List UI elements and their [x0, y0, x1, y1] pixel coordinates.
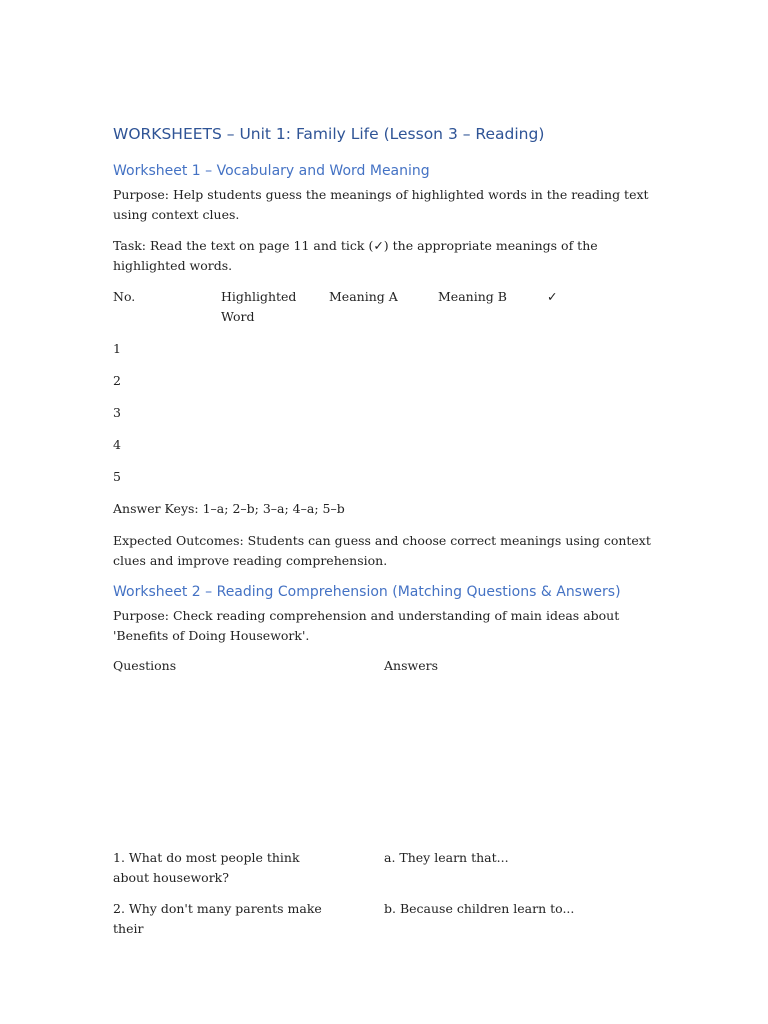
worksheet-1-purpose: Purpose: Help students guess the meanings of highlighted words in the reading text using context clues.	[113, 187, 649, 222]
answer-keys: Answer Keys: 1–a; 2–b; 3–a; 4–a; 5–b	[113, 501, 345, 516]
table-header-check: ✓	[547, 289, 558, 304]
table-row-number: 5	[113, 469, 121, 484]
document-page	[113, 0, 658, 1024]
table-row-number: 1	[113, 341, 121, 356]
worksheet-2-purpose: Purpose: Check reading comprehension and understanding of main ideas about 'Benefits of Doing Housework'.	[113, 608, 620, 643]
table-row-number: 2	[113, 373, 121, 388]
table-row-number: 3	[113, 405, 121, 420]
table-header-meaning-a: Meaning A	[329, 289, 398, 304]
worksheet-1-heading: Worksheet 1 – Vocabulary and Word Meaning	[113, 163, 430, 179]
worksheet-2-heading: Worksheet 2 – Reading Comprehension (Matching Questions & Answers)	[113, 584, 621, 600]
table-header-highlighted-word: Highlighted Word	[221, 289, 297, 324]
table-row-answer: b. Because children learn to...	[384, 901, 575, 916]
table-row-question: 2. Why don't many parents make their	[113, 901, 322, 936]
table-header-answers: Answers	[384, 658, 438, 673]
document-title: WORKSHEETS – Unit 1: Family Life (Lesson 3 – Reading)	[113, 125, 545, 143]
expected-outcomes: Expected Outcomes: Students can guess and choose correct meanings using context clues and improve reading comprehension.	[113, 533, 651, 568]
table-header-meaning-b: Meaning B	[438, 289, 507, 304]
table-row-number: 4	[113, 437, 121, 452]
table-header-questions: Questions	[113, 658, 177, 673]
table-row-answer: a. They learn that...	[384, 850, 509, 865]
table-row-question: 1. What do most people think about housework?	[113, 850, 300, 885]
worksheet-1-task: Task: Read the text on page 11 and tick (✓) the appropriate meanings of the highlighted words.	[113, 238, 598, 273]
table-header-no: No.	[113, 289, 136, 304]
